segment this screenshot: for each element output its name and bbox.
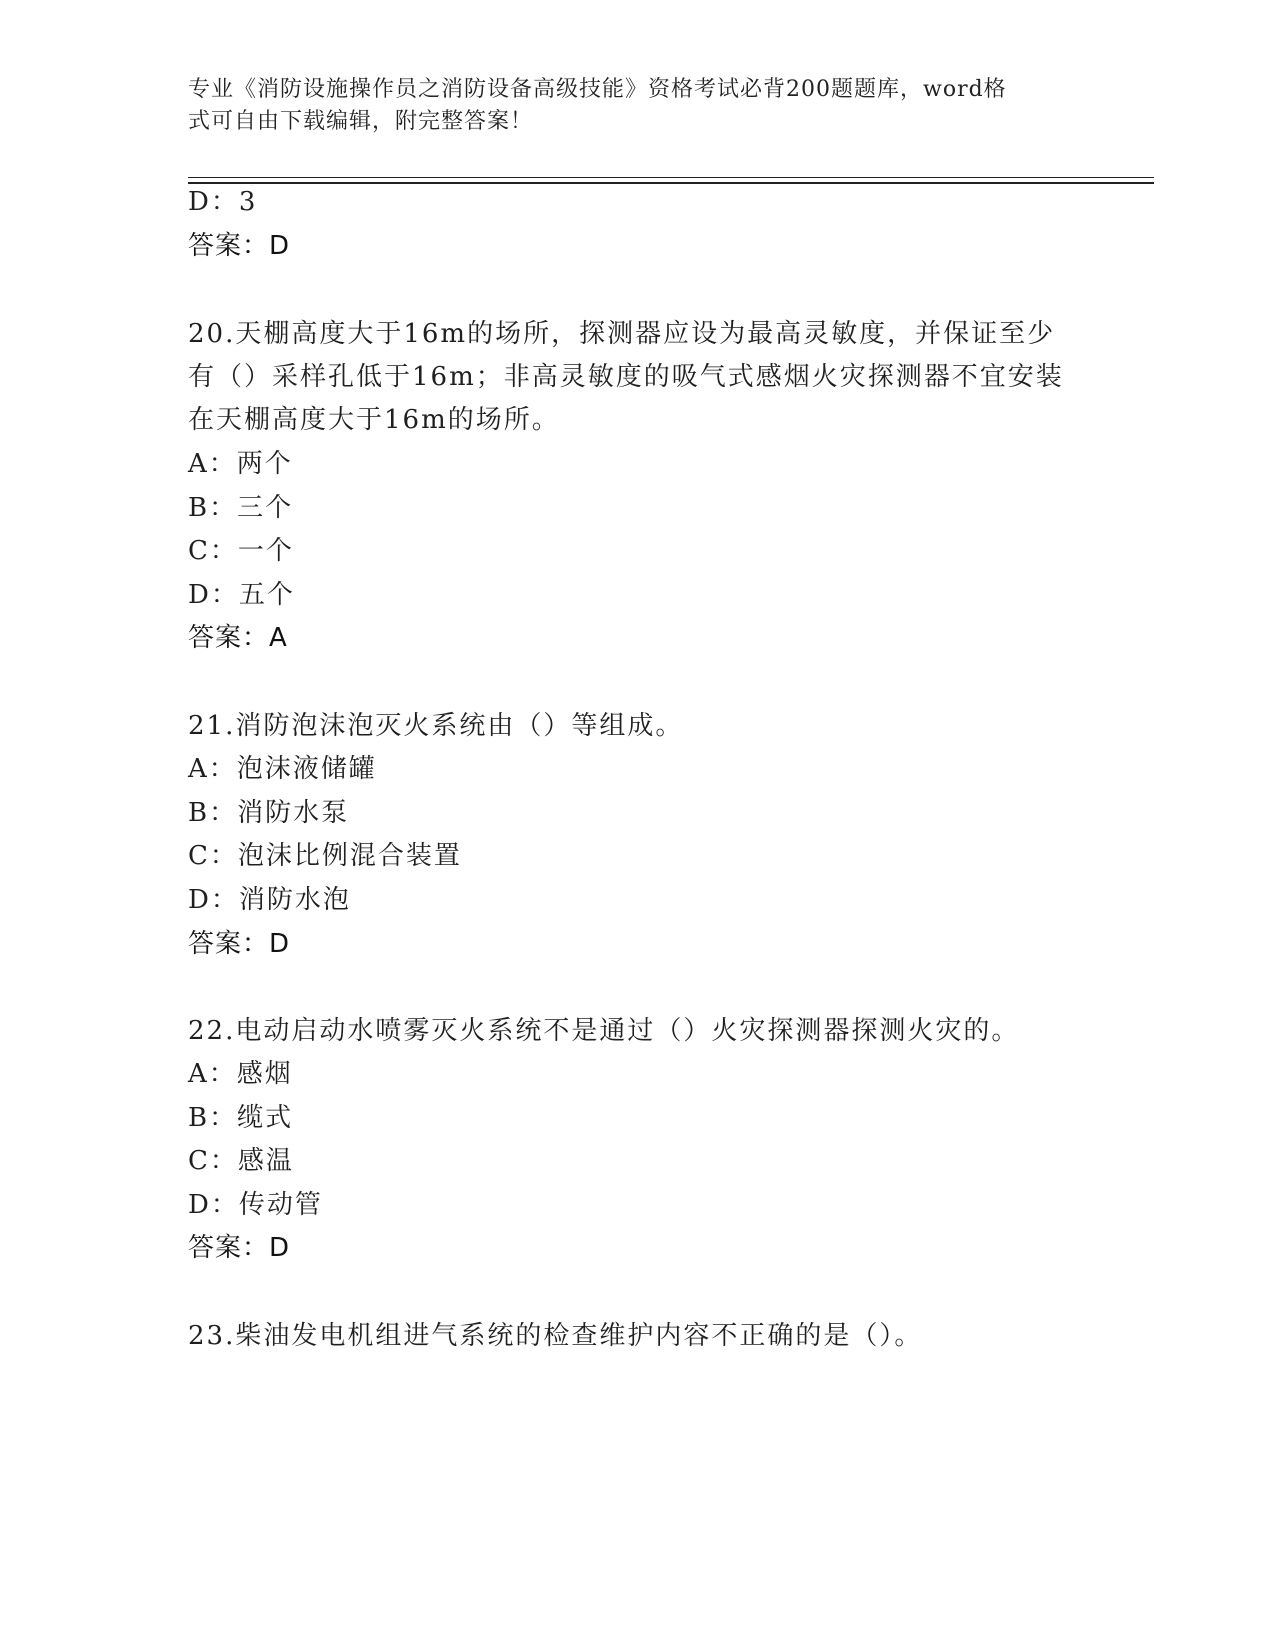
prev-answer: 答案：D xyxy=(188,231,291,261)
q22-option-d: D：传动管 xyxy=(188,1190,323,1220)
header-divider-thick xyxy=(188,182,1154,184)
q22-option-a: A：感烟 xyxy=(188,1059,293,1089)
q20-option-a: A：两个 xyxy=(188,449,293,479)
header-divider-thin xyxy=(188,177,1154,178)
q20-option-c: C：一个 xyxy=(188,536,294,566)
q20-answer: 答案：A xyxy=(188,623,288,653)
header-line-1: 专业《消防设施操作员之消防设备高级技能》资格考试必背200题题库，word格 xyxy=(188,77,1007,102)
q21-option-b: B：消防水泵 xyxy=(188,798,350,828)
q21-option-c: C：泡沫比例混合装置 xyxy=(188,841,462,871)
q21-option-a: A：泡沫液储罐 xyxy=(188,754,377,784)
prev-option-d: D：3 xyxy=(188,187,258,217)
q21-stem: 21.消防泡沫泡灭火系统由（）等组成。 xyxy=(188,711,684,741)
q20-stem-line-2: 有（）采样孔低于16m；非高灵敏度的吸气式感烟火灾探测器不宜安装 xyxy=(188,362,1064,392)
q20-stem-line-3: 在天棚高度大于16m的场所。 xyxy=(188,405,560,435)
header-line-2: 式可自由下载编辑，附完整答案！ xyxy=(188,109,534,134)
q20-stem-line-1: 20.天棚高度大于16m的场所，探测器应设为最高灵敏度，并保证至少 xyxy=(188,319,1056,349)
q22-option-c: C：感温 xyxy=(188,1146,294,1176)
q23-stem: 23.柴油发电机组进气系统的检查维护内容不正确的是（）。 xyxy=(188,1321,923,1351)
q22-stem: 22.电动启动水喷雾灭火系统不是通过（）火灾探测器探测火灾的。 xyxy=(188,1016,1020,1046)
document-header xyxy=(188,74,1068,138)
q20-option-d: D：五个 xyxy=(188,580,295,610)
q22-answer: 答案：D xyxy=(188,1233,291,1263)
q21-answer: 答案：D xyxy=(188,929,291,959)
q21-option-d: D：消防水泡 xyxy=(188,885,351,915)
q20-option-b: B：三个 xyxy=(188,493,294,523)
q22-option-b: B：缆式 xyxy=(188,1103,294,1133)
